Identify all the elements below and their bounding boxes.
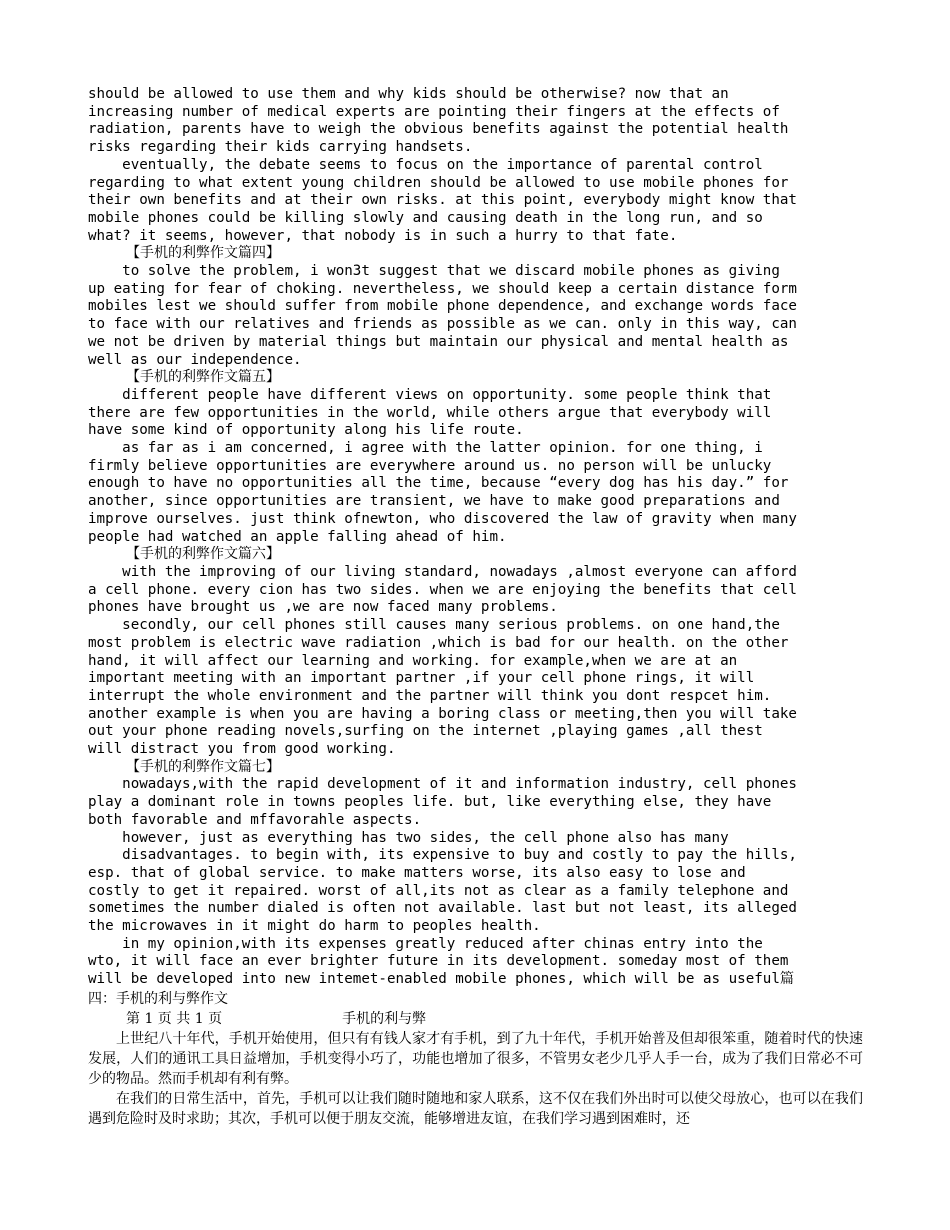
paragraph-7: secondly, our cell phones still causes many serious problems. on one hand,the most problem is electric wave radiation ,which is bad for our health. on the other hand, it will affect our learning and working. for example,when we are at an important meeting with an important partner ,if your cell phone rings, it will interrupt the whole environment and the partner will think you dont respcet him. another example is when you are having a boring class or meeting,then you will take out your phone reading novels,surfing on the internet ,playing games ,all thest will distract you from good working. [88, 617, 797, 758]
paragraph-1: should be allowed to use them and why kids should be otherwise? now that an increasing number of medical experts are pointing their fingers at the effects of radiation, parents have to weigh the obvious benefits against the potential health risks regarding their kids carrying handsets. [88, 86, 789, 156]
cn-paragraph-2: 在我们的日常生活中，首先，手机可以让我们随时随地和家人联系，这不仅在我们外出时可以使父母放心，也可以在我们遇到危险时及时求助；其次，手机可以便于朋友交流，能够增进友谊，在我们学习遇到困难时，还 [88, 1090, 863, 1127]
page-info-line [88, 1009, 863, 1029]
paragraph-10 [88, 936, 863, 989]
section-heading-5: 【手机的利弊作文篇五】 [126, 369, 280, 386]
paragraph-10-tail: 篇 [779, 971, 795, 988]
paragraph-3: to solve the problem, i won3t suggest that we discard mobile phones as giving up eating for fear of choking. nevertheless, we should keep a certain distance form mobiles lest we should suffer from mobile phone dependence, and exchange words face to face with our relatives and friends as possible as we can. only in this way, can we not be driven by material things but maintain our physical and mental health as well as our independence. [88, 263, 797, 368]
paragraph-9: however, just as everything has two sides, the cell phone also has many disadvantages. to begin with, its expensive to buy and costly to pay the hills, esp. that of global service. to make matters worse, its also easy to lose and costly to get it repaired. worst of all,its not as clear as a family telephone and sometimes the number dialed is often not available. last but not least, its alleged the microwaves in it might do harm to peoples health. [88, 829, 797, 935]
paragraph-10-text: in my opinion,with its expenses greatly reduced after chinas entry into the wto, it will face an ever brighter future in its development. someday most of them will be developed into new intemet-enabled mobile phones, which will be as useful [88, 935, 789, 988]
section-heading-6: 【手机的利弊作文篇六】 [126, 546, 280, 563]
cn-title-line: 四：手机的利与弊作文 [88, 990, 228, 1007]
paragraph-8: nowadays,with the rapid development of it and information industry, cell phones play a dominant role in towns peoples life. but, like everything else, they have both favorable and mffavorahle aspects. [88, 776, 797, 828]
page-number: 第 1 页 共 1 页 [126, 1010, 223, 1027]
section-heading-7: 【手机的利弊作文篇七】 [126, 758, 280, 775]
section-heading-4: 【手机的利弊作文篇四】 [126, 245, 280, 262]
paragraph-6: with the improving of our living standard, nowadays ,almost everyone can afford a cell phone. every cion has two sides. when we are enjoying the benefits that cell phones have brought us ,we are now faced many problems. [88, 563, 797, 616]
cn-title: 手机的利与弊 [342, 1010, 427, 1027]
paragraph-5: as far as i am concerned, i agree with the latter opinion. for one thing, i firmly believe opportunities are everywhere around us. no person will be unlucky enough to have no opportunities all the time, because “every dog has his day.” for another, since opportunities are transient, we have to make good preparations and improve ourselves. just think ofnewton, who discovered the law of gravity when many people had watched an apple falling ahead of him. [88, 440, 797, 545]
document-body [88, 86, 863, 1129]
cn-paragraph-1: 上世纪八十年代，手机开始使用，但只有有钱人家才有手机，到了九十年代，手机开始普及但却很笨重，随着时代的快速发展，人们的通讯工具日益增加，手机变得小巧了，功能也增加了很多，不管男女老少几乎人手一台，成为了我们日常必不可少的物品。然而手机却有利有弊。 [88, 1030, 863, 1087]
paragraph-2: eventually, the debate seems to focus on the importance of parental control regarding to what extent young children should be allowed to use mobile phones for their own benefits and at their own risks. at this point, everybody might know that mobile phones could be killing slowly and causing death in the long run, and so what? it seems, however, that nobody is in such a hurry to that fate. [88, 156, 797, 244]
paragraph-4: different people have different views on opportunity. some people think that there are few opportunities in the world, while others argue that everybody will have some kind of opportunity along his life route. [88, 386, 772, 439]
